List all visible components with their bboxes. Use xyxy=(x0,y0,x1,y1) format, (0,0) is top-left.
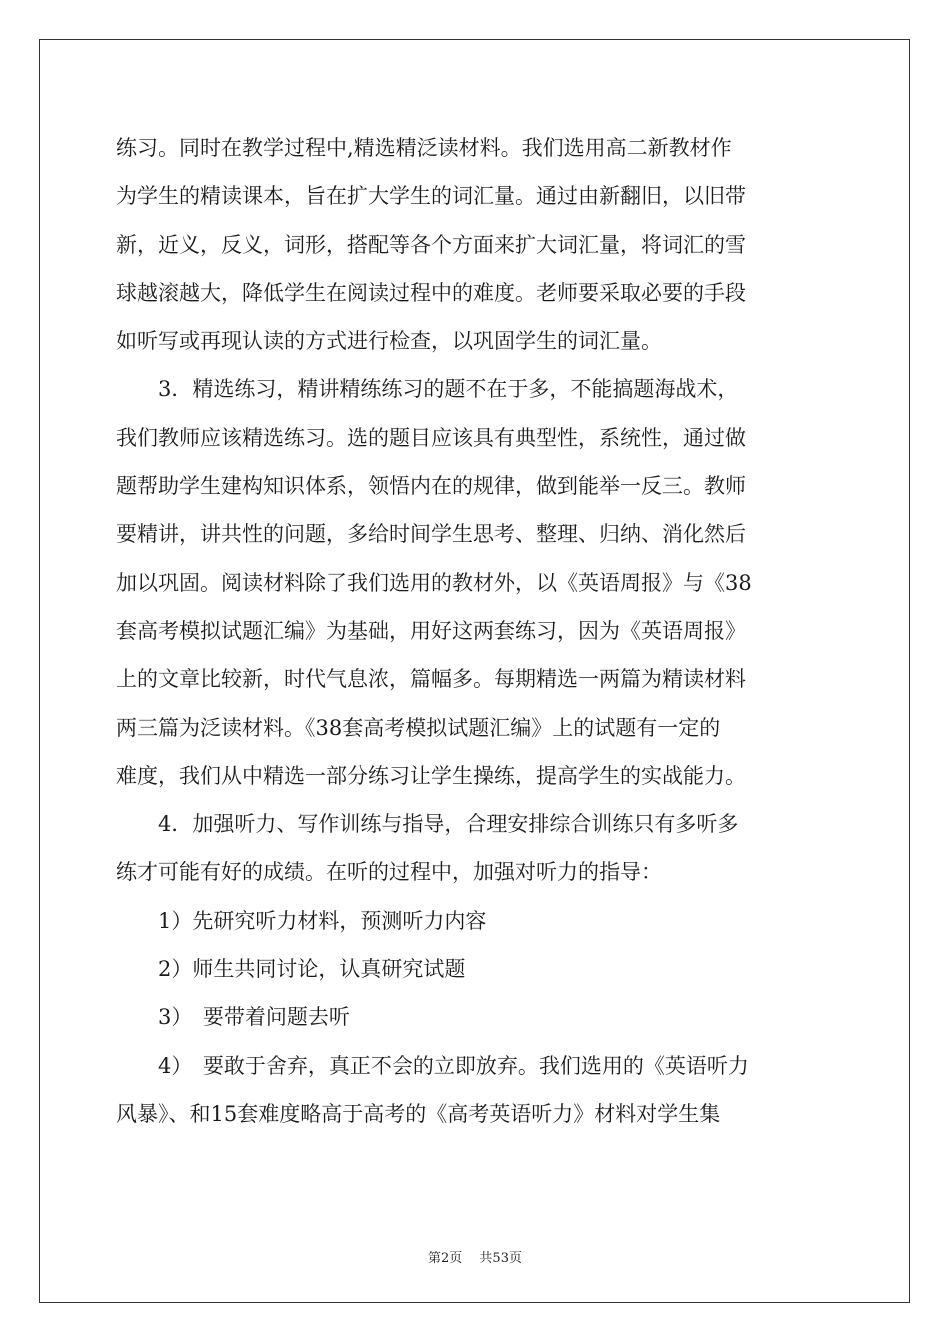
text-line: 练习。同时在教学过程中,精选精泛读材料。我们选用高二新教材作 xyxy=(116,136,732,160)
text-line: 套高考模拟试题汇编》为基础，用好这两套练习，因为《英语周报》 xyxy=(116,618,746,643)
text-line: 2）师生共同讨论，认真研究试题 xyxy=(116,957,466,982)
text-line: 为学生的精读课本，旨在扩大学生的词汇量。通过由新翻旧，以旧带 xyxy=(116,184,746,209)
text-line: 如听写或再现认读的方式进行检查，以巩固学生的词汇量。 xyxy=(116,329,662,354)
text-line: 1）先研究听力材料，预测听力内容 xyxy=(116,908,487,933)
text-line: 我们教师应该精选练习。选的题目应该具有典型性，系统性，通过做 xyxy=(116,425,746,450)
text-line: 球越滚越大，降低学生在阅读过程中的难度。老师要采取必要的手段 xyxy=(116,280,746,305)
text-line: 上的文章比较新，时代气息浓，篇幅多。每期精选一两篇为精读材料 xyxy=(116,667,746,692)
page-number: 第2页 共53页 xyxy=(428,1251,522,1266)
text-line: 加以巩固。阅读材料除了我们选用的教材外，以《英语周报》与《38 xyxy=(116,570,752,595)
text-line: 难度，我们从中精选一部分练习让学生操练，提高学生的实战能力。 xyxy=(116,763,746,788)
document-body xyxy=(116,124,834,1138)
text-line: 新，近义，反义，词形，搭配等各个方面来扩大词汇量，将词汇的雪 xyxy=(116,232,746,257)
text-line: 两三篇为泛读材料。《38套高考模拟试题汇编》上的试题有一定的 xyxy=(116,715,721,740)
text-line: 练才可能有好的成绩。在听的过程中，加强对听力的指导： xyxy=(116,860,662,885)
text-line: 4） 要敢于舍弃，真正不会的立即放弃。我们选用的《英语听力 xyxy=(116,1053,749,1078)
text-line: 风暴》、和15套难度略高于高考的《高考英语听力》材料对学生集 xyxy=(116,1101,721,1126)
text-line: 3） 要带着问题去听 xyxy=(116,1005,350,1030)
text-line: 3．精选练习，精讲精练练习的题不在于多，不能搞题海战术， xyxy=(116,377,739,402)
text-line: 题帮助学生建构知识体系，领悟内在的规律，做到能举一反三。教师 xyxy=(116,474,746,499)
text-line: 4．加强听力、写作训练与指导，合理安排综合训练只有多听多 xyxy=(116,812,739,837)
text-line: 要精讲，讲共性的问题，多给时间学生思考、整理、归纳、消化然后 xyxy=(116,522,746,547)
